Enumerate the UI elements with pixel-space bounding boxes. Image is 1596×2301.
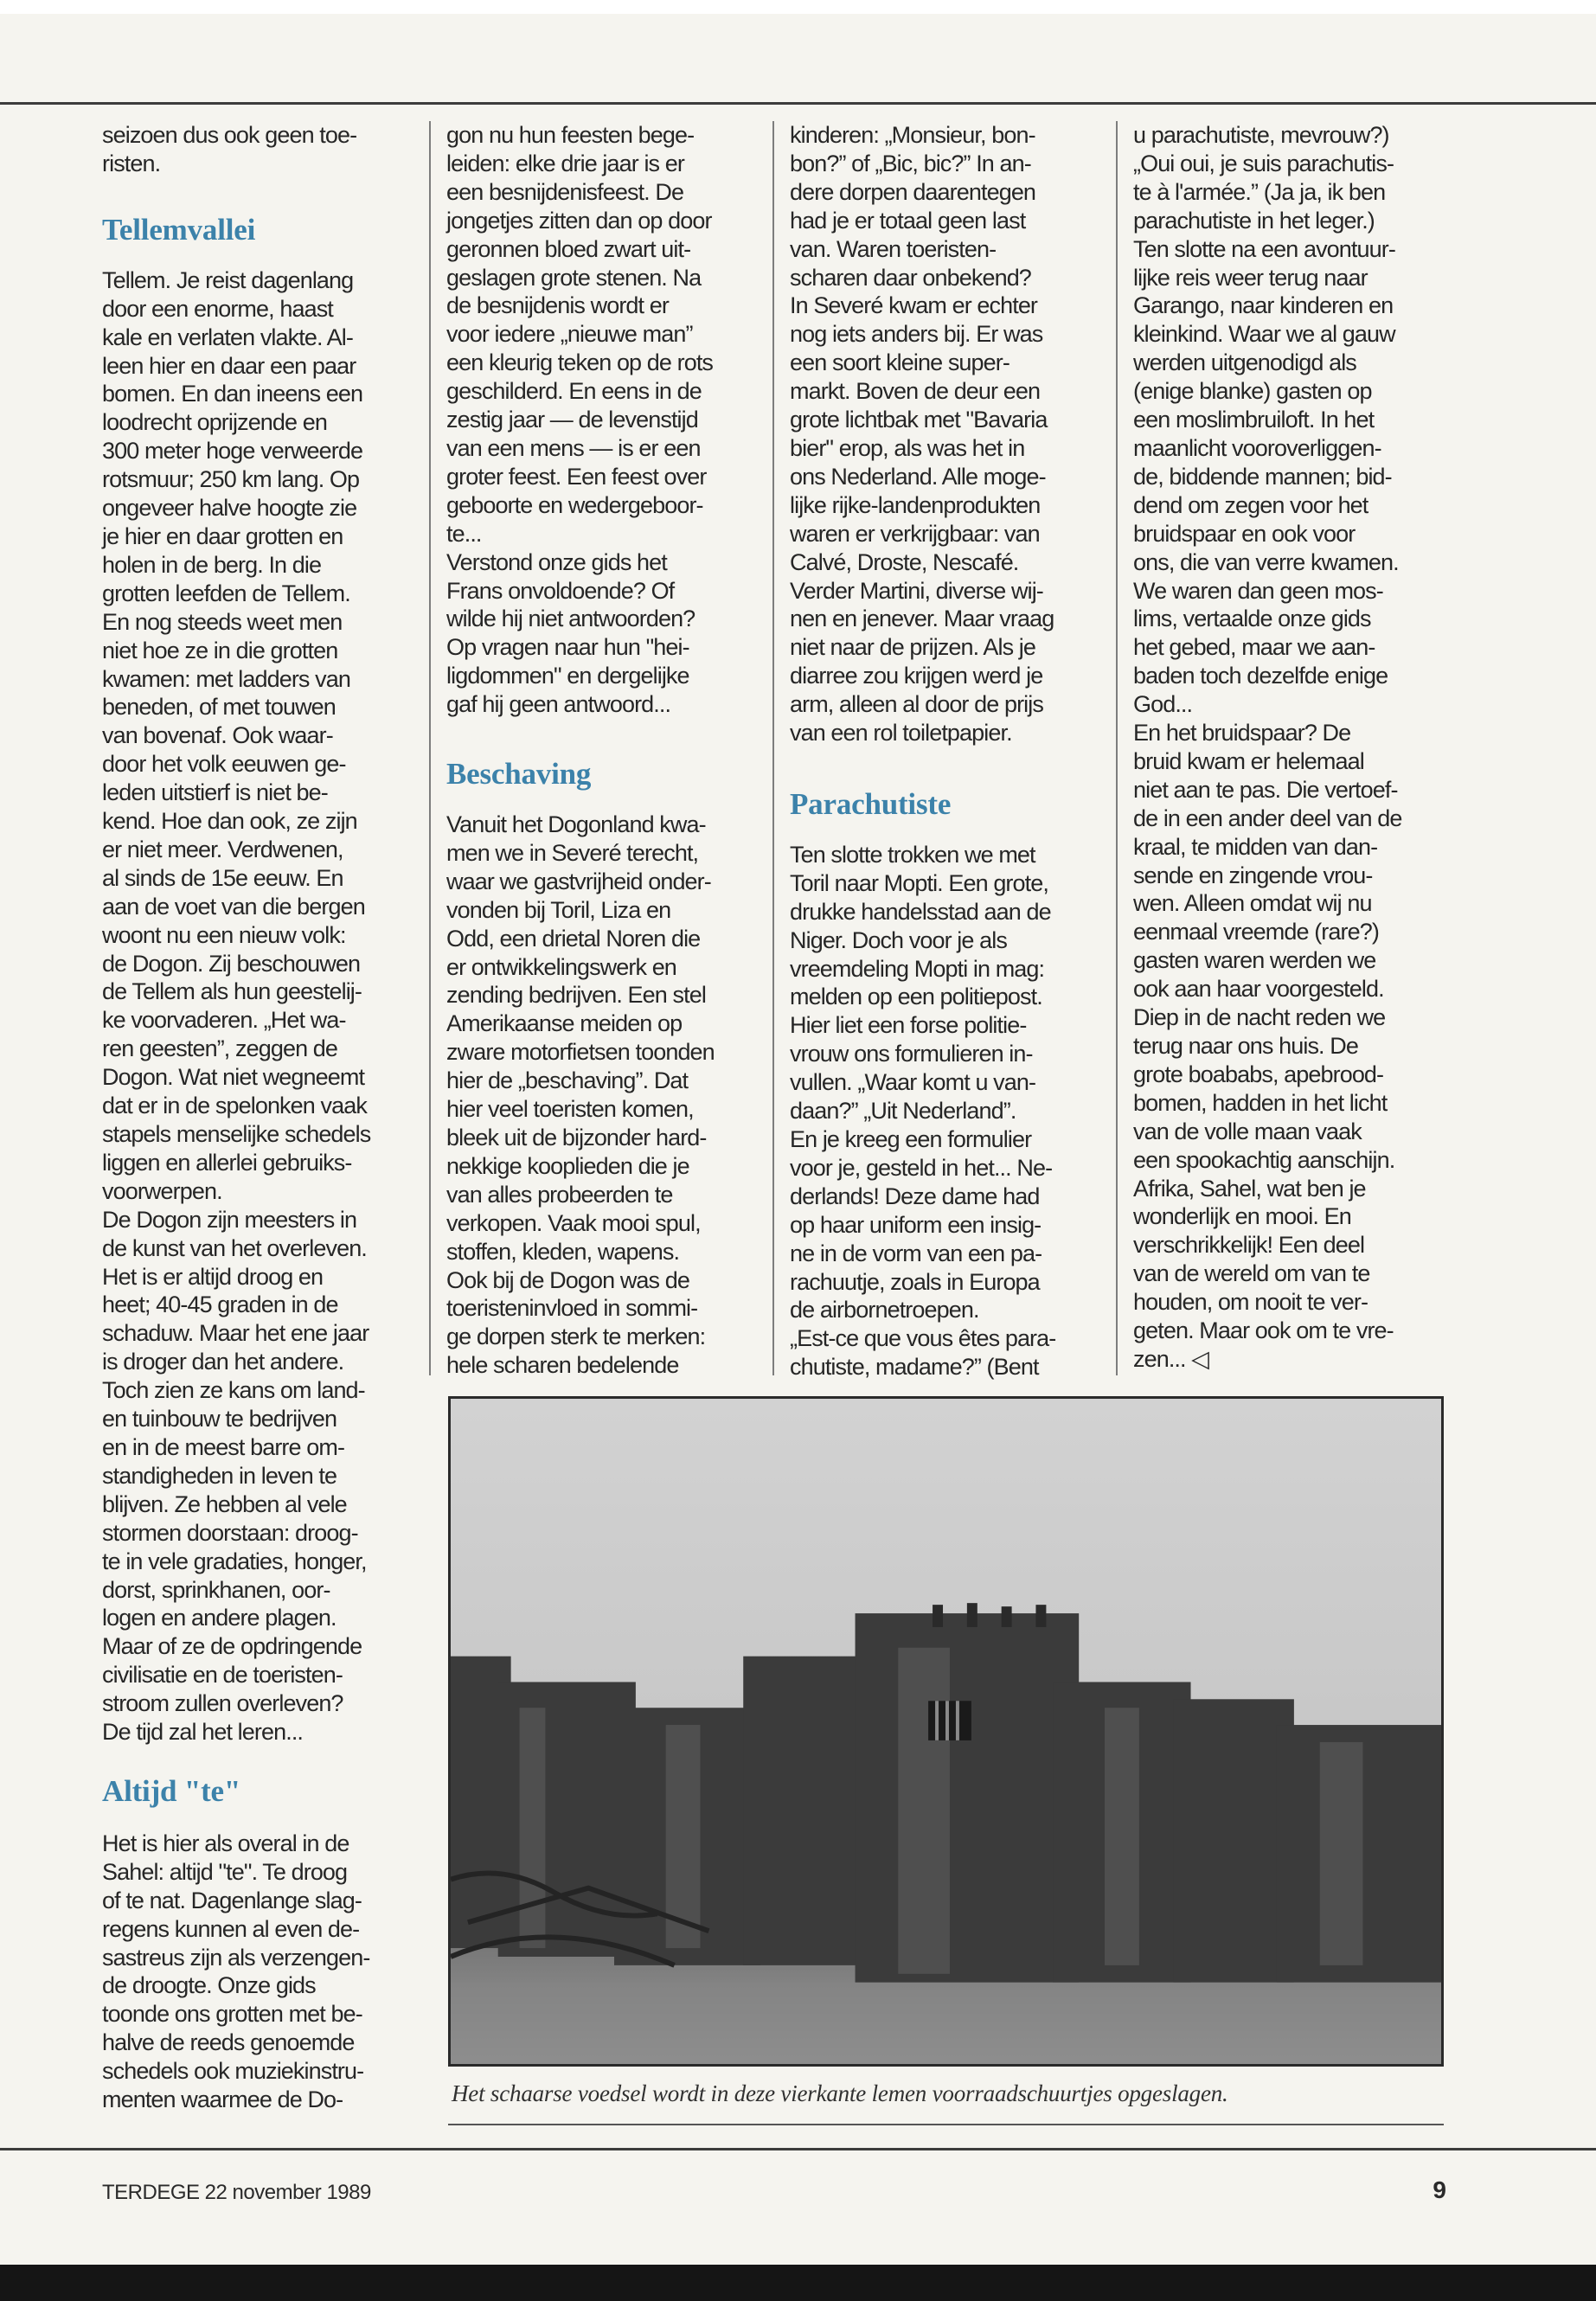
section-heading: Altijd "te"	[102, 1773, 241, 1808]
column-divider	[1116, 121, 1118, 1375]
article-column-2	[446, 121, 765, 1380]
granary-photo	[448, 1396, 1444, 2067]
publication-footer: TERDEGE 22 november 1989	[102, 2181, 371, 2204]
section-heading: Tellemvallei	[102, 212, 256, 247]
body-paragraph: De Dogon zijn meesters in de kunst van het overleven. Het is er altijd droog en heet; 40-45 graden in de schaduw. Maar het ene jaar is droger dan het andere. Toch zien ze kans om land- en tuinbouw te bedrijven en in de meest barre om- standigheden in leven te blijven. Ze hebben al vele stormen doorstaan: droog- te in vele gradaties, honger, dorst, sprinkhanen, oor- logen en andere plagen. Maar of ze de opdringende civilisatie en de toeristen- stroom zullen overleven? De tijd zal het leren...	[102, 1206, 369, 1746]
body-paragraph: gon nu hun feesten bege- leiden: elke drie jaar is er een besnijdenisfeest. De jongetjes zitten dan op door geronnen bloed zwart uit- geslagen grote stenen. Na de besnijdenis wordt er voor iedere „nieuwe man” een kleurig teken op de rots geschilderd. En eens in de zestig jaar — de levenstijd van een mens — is er een groter feest. Een feest over geboorte en wedergeboor- te...	[446, 122, 714, 547]
column-divider	[772, 121, 774, 1375]
page-number: 9	[1433, 2176, 1446, 2203]
body-paragraph: Ten slotte trokken we met Toril naar Mopti. Een grote, drukke handelsstad aan de Niger. Doch voor je als vreemdeling Mopti in mag: melden op een politiepost. Hier liet een forse politie- vrouw ons formulieren in- vullen. „Waar komt u van- daan?” „Uit Nederland”. En je kreeg een formulier voor je, gesteld in het... Ne- derlands! Deze dame had op haar uniform een insig- ne in de vorm van een pa- rachuutje, zoals in Europa de airbornetroepen. „Est-ce que vous êtes para- chutiste, madame?” (Bent	[790, 841, 1056, 1381]
body-paragraph: En het bruidspaar? De bruid kwam er helemaal niet aan te pas. Die vertoef- de in een ander deel van de kraal, te midden van dan- sende en zingende vrou- wen. Alleen omdat wij nu eenmaal vreemde (rare?) gasten waren werden we ook aan haar voorgesteld. Diep in de nacht reden we terug naar ons huis. De grote boababs, apebrood- bomen, hadden in het licht van de volle maan vaak een spookachtig aanschijn. Afrika, Sahel, wat ben je wonderlijk en mooi. En verschrikkelijk! Een deel van de wereld om van te houden, om nooit te ver- geten. Maar ook om te vre- zen... ◁	[1133, 720, 1402, 1372]
body-paragraph: Tellem. Je reist dagenlang door een enorme, haast kale en verlaten vlakte. Al- leen hier en daar een paar bomen. En dan ineens een loodrecht oprijzende en 300 meter hoge verweerde rotsmuur; 250 km lang. Op ongeveer halve hoogte zie je hier en daar grotten en holen in de berg. In die grotten leefden de Tellem. En nog steeds weet men niet hoe ze in die grotten kwamen: met ladders van beneden, of met touwen van bovenaf. Ook waar- door het volk eeuwen ge- leden uitstierf is niet be- kend. Hoe dan ook, ze zijn er niet meer. Verdwenen, al sinds de 15e eeuw. En aan de voet van die bergen woont nu een nieuw volk: de Dogon. Zij beschouwen de Tellem als hun geestelij- ke voorvaderen. „Het wa- ren geesten”, zeggen de Dogon. Wat niet wegneemt dat er in de spelonken vaak stapels menselijke schedels liggen en allerlei gebruiks- voorwerpen.	[102, 266, 371, 1204]
scan-bottom-edge	[0, 2265, 1596, 2301]
section-heading: Beschaving	[446, 757, 592, 792]
body-paragraph: kinderen: „Monsieur, bon- bon?” of „Bic, bic?” In an- dere dorpen daarentegen had je er totaal geen last van. Waren toeristen- scharen daar onbekend? In Severé kwam er echter nog iets anders bij. Er was een soort kleine super- markt. Boven de deur een grote lichtbak met "Bavaria bier" erop, als was het in ons Nederland. Alle moge- lijke rijke-landenprodukten waren er verkrijgbaar: van Calvé, Droste, Nescafé. Verder Martini, diverse wij- nen en jenever. Maar vraag niet naar de prijzen. Als je diarree zou krijgen werd je arm, alleen al door de prijs van een rol toiletpapier.	[790, 122, 1054, 747]
column-divider	[429, 121, 431, 1375]
top-rule	[0, 102, 1596, 105]
bottom-rule	[0, 2148, 1596, 2150]
body-paragraph: Vanuit het Dogonland kwa- men we in Severé terecht, waar we gastvrijheid onder- vonden bij Toril, Liza en Odd, een drietal Noren die er ontwikkelingswerk en zending bedrijven. Een stel Amerikaanse meiden op zware motorfietsen toonden hier de „beschaving”. Dat hier veel toeristen komen, bleek uit de bijzonder hard- nekkige kooplieden die je van alles probeerden te verkopen. Vaak mooi spul, stoffen, kleden, wapens. Ook bij de Dogon was de toeristeninvloed in sommi- ge dorpen sterk te merken: hele scharen bedelende	[446, 811, 715, 1379]
photo-caption: Het schaarse voedsel wordt in deze vierkante lemen voorraadschuurtjes opgeslagen.	[452, 2080, 1228, 2106]
article-column-4	[1133, 121, 1453, 1374]
article-column-1	[102, 121, 420, 2114]
body-paragraph: Het is hier als overal in de Sahel: altijd "te". Te droog of te nat. Dagenlange slag- regens kunnen al even de- sastreus zijn als verzengen- de droogte. Onze gids toonde ons grotten met be- halve de reeds genoemde schedels ook muziekinstru- menten waarmee de Do-	[102, 1830, 370, 2113]
body-paragraph: Verstond onze gids het Frans onvoldoende? Of wilde hij niet antwoorden? Op vragen naar hun "hei- ligdommen" en dergelijke gaf hij geen antwoord...	[446, 548, 695, 718]
section-heading: Parachutiste	[790, 786, 952, 821]
body-paragraph: seizoen dus ook geen toe- risten.	[102, 122, 357, 176]
scan-top-edge	[0, 0, 1596, 14]
caption-rule	[448, 2124, 1444, 2125]
body-paragraph: u parachutiste, mevrouw?) „Oui oui, je suis parachutis- te à l'armée.” (Ja ja, ik ben parachutiste in het leger.) Ten slotte na een avontuur- lijke reis weer terug naar Garango, naar kinderen en kleinkind. Waar we al gauw werden uitgenodigd als (enige blanke) gasten op een moslimbruiloft. In het maanlicht vooroverliggen- de, biddende mannen; bid- dend om zegen voor het bruidspaar en ook voor ons, die van verre kwamen. We waren dan geen mos- lims, vertaalde onze gids het gebed, maar we aan- baden toch dezelfde enige God...	[1133, 122, 1399, 718]
article-column-3	[790, 121, 1108, 1381]
